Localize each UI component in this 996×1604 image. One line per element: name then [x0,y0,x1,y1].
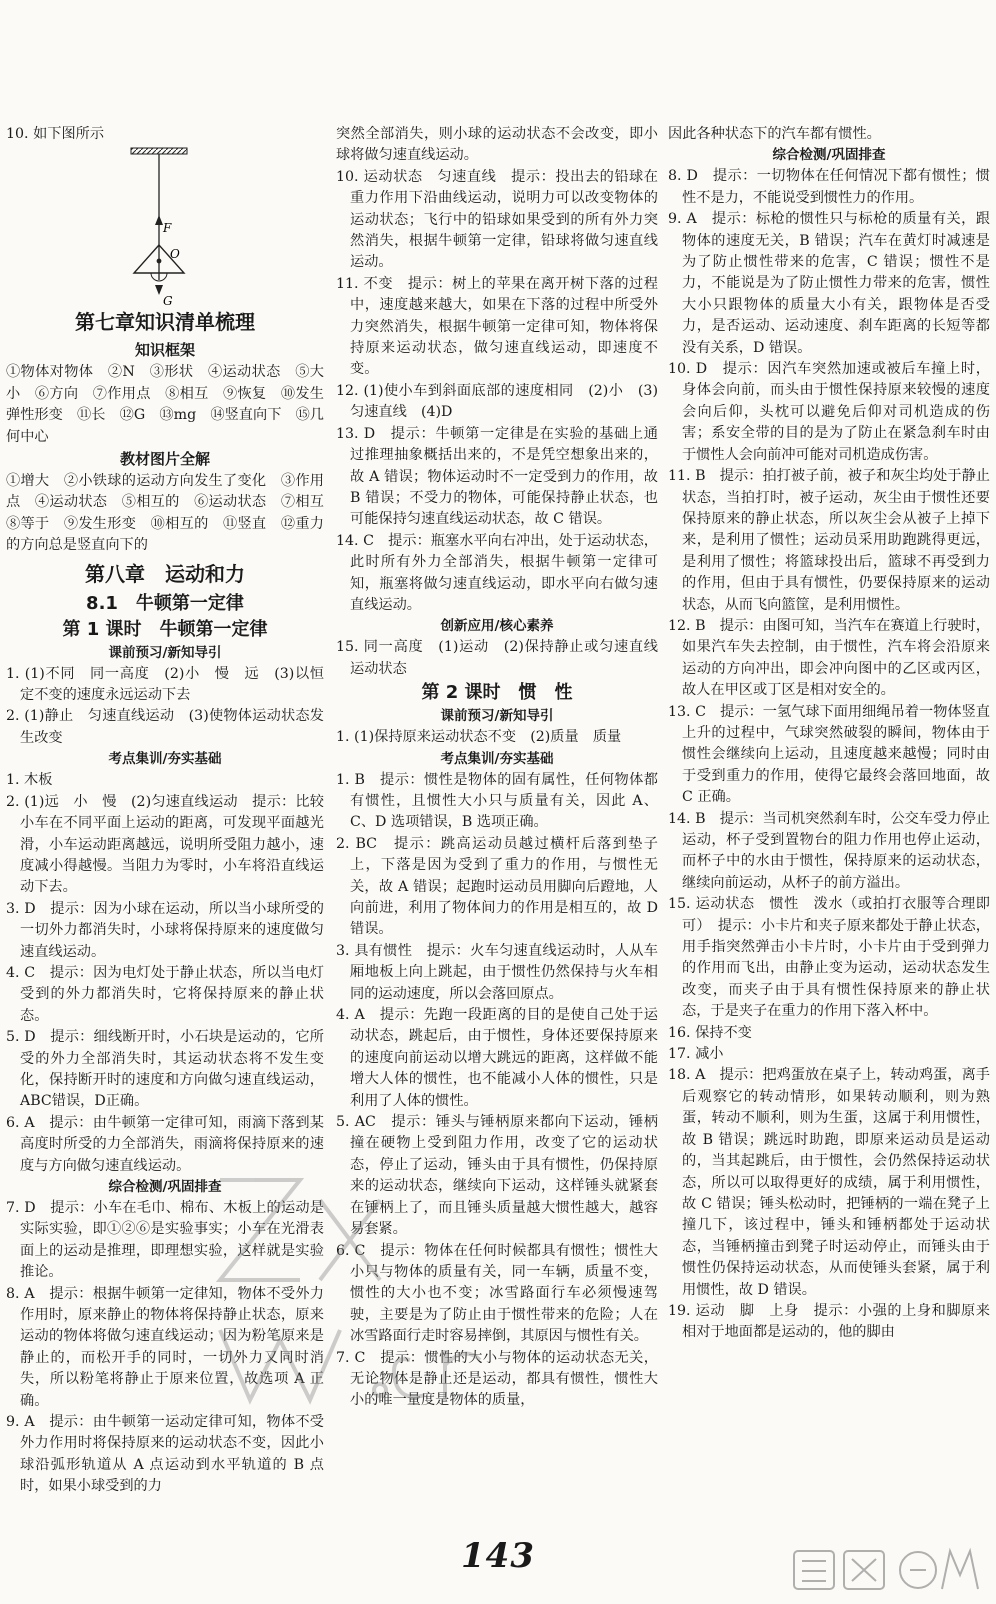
answer-item: 8. D 提示：一切物体在任何情况下都有惯性；惯性不是力，不能说受到惯性力的作用。 [668,168,990,206]
answer-item: 3. D 提示：因为小球在运动，所以当小球所受的一切外力都消失时，小球将保持原来的速度做匀速直线运动。 [6,900,324,960]
answer-item: 6. C 提示：物体在任何时候都具有惯性；惯性大小只与物体的质量有关，同一车辆，质量不变，惯性的大小也不变；冰雪路面行车必须慢速驾驶，主要是为了防止由于惯性带来的危险；人在冰雪路面行走时容易摔倒，其原因与惯性有关。 [336,1242,658,1345]
answer-item: 11. 不变 提示：树上的苹果在离开树下落的过程中，速度越来越大，如果在下落的过程中所受外力突然消失，根据牛顿第一定律可知，物体将保持原来运动状态，做匀速直线运动，即速度不变。 [336,275,658,378]
answer-item: 4. A 提示：先跑一段距离的目的是使自己处于运动状态，跳起后，由于惯性，身体还要保持原来的速度向前运动以增大跳远的距离，这样做不能增大人体的惯性，也不能减小人体的惯性，只是利用了人体的惯性。 [336,1007,658,1109]
answer-item: 5. D 提示：细线断开时，小石块是运动的，它所受的外力全部消失时，其运动状态将不发生变化，保持断开时的速度和方向做匀速直线运动，ABC错误，D正确。 [6,1029,324,1110]
answer-item: 1. B 提示：惯性是物体的固有属性，任何物体都有惯性，且惯性大小只与质量有关，因此 A、C、D 选项错误，B 选项正确。 [336,771,658,831]
answer-item: 12. B 提示：由图可知，当汽车在赛道上行驶时，如果汽车失去控制，由于惯性，汽车将会沿原来运动的方向冲出，即会冲向图中的乙区或丙区，故人在甲区或丁区是相对安全的。 [668,617,990,699]
answer-item: 2. BC 提示：跳高运动员越过横杆后落到垫子上，下落是因为受到了重力的作用，与惯性无关，故 A 错误；起跑时运动员用脚向后蹬地，人向前进，利用了物体间力的作用是相互的，故 D 错误。 [336,835,658,938]
answer-item: 3. 具有惯性 提示：火车匀速直线运动时，人从车厢地板上向上跳起，由于惯性仍然保持与火车相同的运动速度，所以会落回原点。 [336,942,658,1002]
answer-item: 14. C 提示：瓶塞水平向右冲出，处于运动状态，此时所有外力全部消失，根据牛顿第一定律可知，瓶塞将做匀速直线运动，即水平向右做匀速直线运动。 [336,532,658,613]
section-heading: 8.1 牛顿第一定律 [86,592,244,614]
answer-item: 13. C 提示：一氢气球下面用细绳吊着一物体竖直上升的过程中，气球突然破裂的瞬间，物体由于惯性会继续向上运动，且速度越来越慢；同时由于受到重力的作用，使得它最终会落回地面，故 C 正确。 [668,703,990,806]
answer-item: 8. A 提示：根据牛顿第一定律知，物体不受外力作用时，原来静止的物体将保持静止状态，原来运动的物体将做匀速直线运动；因为粉笔原来是静止的，而松开手的同时，一切外力又同时消失，所以粉笔将静止于原来位置，故选项 A 正确。 [6,1285,324,1409]
text-paragraph: ①物体对物体 ②N ③形状 ④运动状态 ⑤大小 ⑥方向 ⑦作用点 ⑧相互 ⑨恢复 ⑩发生弹性形变 ⑪长 ⑫G ⑬mg ⑭竖直向下 ⑮几何中心 [6,364,324,445]
question-10-label: 10. 如下图所示 [6,126,105,142]
section-heading: 第 2 课时 惯 性 [421,682,573,704]
section-heading: 第七章知识清单梳理 [75,310,255,335]
col3-content [668,124,990,1344]
section-heading: 考点集训/夯实基础 [108,751,222,768]
pendulum-figure [6,145,206,309]
answer-item: 16. 保持不变 [668,1024,752,1041]
section-heading: 课前预习/新知导引 [108,644,222,661]
section-heading: 创新应用/核心素养 [440,618,554,635]
section-heading: 第 1 课时 牛顿第一定律 [62,618,268,640]
answer-item: 1. (1)不同 同一高度 (2)小 慢 远 (3)以恒定不变的速度永远运动下去 [6,665,324,704]
answer-item: 7. C 提示：惯性的大小与物体的运动状态无关，无论物体是静止还是运动，都具有惯性，惯性大小的唯一量度是物体的质量， [336,1349,658,1409]
answer-item: 11. B 提示：拍打被子前，被子和灰尘均处于静止状态，当拍打时，被子运动，灰尘由于惯性还要保持原来的静止状态，所以灰尘会从被子上掉下来，是利用了惯性；运动员采用助跑跳得更远，是利用了惯性；将篮球投出后，篮球不再受到力的作用，但由于具有惯性，仍要保持原来的运动状态，从而飞向篮筐，是利用惯性。 [668,468,990,613]
answer-item: 18. A 提示：把鸡蛋放在桌子上，转动鸡蛋，离手后观察它的转动情形，如果转动顺利，则为熟蛋，转动不顺利，则为生蛋，这属于利用惯性，故 B 错误；跳远时助跑，即原来运动员是运动的，当其起跳后，由于惯性，会仍然保持运动状态，所以可以取得更好的成绩，属于利用惯性，故 C 错误；锤头松动时，把锤柄的一端在凳子上撞几下，该过程中，锤头和锤柄都处于运动状态，当锤柄撞击到凳子时运动停止，而锤头由于惯性仍保持运动状态，从而使锤头套紧，属于利用惯性，故 D 错误。 [668,1067,990,1298]
zxw-watermark-logo [180,1140,480,1430]
label-f: F [163,221,172,236]
section-heading: 考点集训/夯实基础 [440,750,554,767]
answer-item: 4. C 提示：因为电灯处于静止状态，所以当电灯受到的外力都消失时，它将保持原来的静止状态。 [6,964,324,1024]
section-heading: 教材图片全解 [119,450,210,469]
ceiling-icon [131,148,187,154]
column-right [668,124,990,1604]
text-paragraph: 突然全部消失，则小球的运动状态不会改变，即小球将做匀速直线运动。 [336,126,658,164]
label-o: O [170,247,180,262]
answer-item: 14. B 提示：当司机突然刹车时，公交车受力停止运动，杯子受到置物台的阻力作用也停止运动，而杯子中的水由于惯性，保持原来的运动状态，继续向前运动，从杯子的前方溢出。 [668,810,990,891]
label-g: G [163,294,173,309]
answer-item: 1. (1)保持原来运动状态不变 (2)质量 质量 [336,729,622,746]
answer-item: 15. 同一高度 (1)运动 (2)保持静止或匀速直线运动状态 [336,639,658,677]
answer-item: 10. 运动状态 匀速直线 提示：投出去的铅球在重力作用下沿曲线运动，说明力可以改变物体的运动状态；飞行中的铅球如果受到的所有外力突然消失，根据牛顿第一定律，铅球将做匀速直线运动。 [336,168,658,271]
section-heading: 知识框架 [134,341,195,360]
text-paragraph: 因此各种状态下的汽车都有惯性。 [668,126,881,142]
answer-item: 12. (1)使小车到斜面底部的速度相同 (2)小 (3)匀速直线 (4)D [336,382,658,421]
answer-item: 1. 木板 [6,772,53,789]
answer-item: 9. A 提示：标枪的惯性只与标枪的质量有关，跟物体的速度无关，B 错误；汽车在黄灯时减速是为了防止惯性带来的危害，C 错误；惯性不是力，不能说是为了防止惯性力带来的危害，惯性大小只跟物体的质量大小有关，跟物体是否受力，是否运动、运动速度、刹车距离的长短等都没有关系，D 错误。 [668,211,990,356]
answer-item: 2. (1)静止 匀速直线运动 (3)使物体运动状态发生改变 [6,708,324,746]
section-heading: 课前预习/新知导引 [440,708,554,725]
section-heading: 综合检测/巩固排查 [772,147,886,164]
answer-item: 15. 运动状态 惯性 泼水（或拍打衣服等合理即可） 提示：小卡片和夹子原来都处于静止状态，用手指突然弹击小卡片时，小卡片由于受到弹力的作用而飞出，由静止变为运动，运动状态发生改变，而夹子由于具有惯性保持原来的静止状态，于是夹子在重力的作用下落入杯中。 [668,896,990,1020]
answer-item: 7. D 提示：小车在毛巾、棉布、木板上的运动是实际实验，即①②⑥是实验事实；小车在光滑表面上的运动是推理，即理想实验，这样就是实验推论。 [6,1200,324,1281]
section-heading: 第八章 运动和力 [85,561,245,586]
answer-item: 9. A 提示：由牛顿第一运动定律可知，物体不受外力作用时将保持原来的运动状态不变，因此小球沿弧形轨道从 A 点运动到水平轨道的 B 点时，如果小球受到的力 [6,1414,324,1495]
text-paragraph: ①增大 ②小铁球的运动方向发生了变化 ③作用点 ④运动状态 ⑤相互的 ⑥运动状态 ⑦相互 ⑧等于 ⑨发生形变 ⑩相互的 ⑪竖直 ⑫重力的方向总是竖直向下的 [6,473,339,554]
answer-item: 6. A 提示：由牛顿第一定律可知，雨滴下落到某高度时所受的力全部消失，雨滴将保持原来的速度与方向做匀速直线运动。 [6,1114,324,1174]
answer-item: 2. (1)远 小 慢 (2)匀速直线运动 提示：比较小车在不同平面上运动的距离，可发现平面越光滑，小车运动距离越远，说明所受阻力越小，速度减小得越慢。当阻力为零时，小车将沿直线运动下去。 [6,793,324,896]
force-f-arrow [155,215,163,225]
answer-item: 19. 运动 脚 上身 提示：小强的上身和脚原来相对于地面都是运动的，他的脚由 [668,1302,990,1341]
section-heading: 综合检测/巩固排查 [108,1179,222,1195]
pendulum-diagram [6,145,324,309]
answer-item: 5. AC 提示：锤头与锤柄原来都向下运动，锤柄撞在硬物上受到阻力作用，改变了它的运动状态，停止了运动，锤头由于具有惯性，仍保持原来的运动状态，继续向下运动，这样锤头就紧套在锤柄上了，而且锤头质量越大惯性越大，越容易套紧。 [336,1114,658,1238]
answer-item: 13. D 提示：牛顿第一定律是在实验的基础上通过推理抽象概括出来的，不是凭空想象出来的，故 A 错误；物体运动时不一定受到力的作用，故 B 错误；不受力的物体，可能保持静止状态，也可能保持匀速直线运动状态，故 C 错误。 [336,425,658,528]
force-g-arrow [155,285,163,295]
answer-item: 10. D 提示：因汽车突然加速或被后车撞上时，身体会向前，而头由于惯性保持原来较慢的速度会向后仰，头枕可以避免后仰对司机造成的伤害；系安全带的目的是为了防止在紧急刹车时由于惯性人会向前冲可能对司机造成伤害。 [668,361,990,463]
center-point [157,259,162,264]
answer-item: 17. 减小 [668,1046,724,1063]
page-number: 143 [461,1536,535,1576]
